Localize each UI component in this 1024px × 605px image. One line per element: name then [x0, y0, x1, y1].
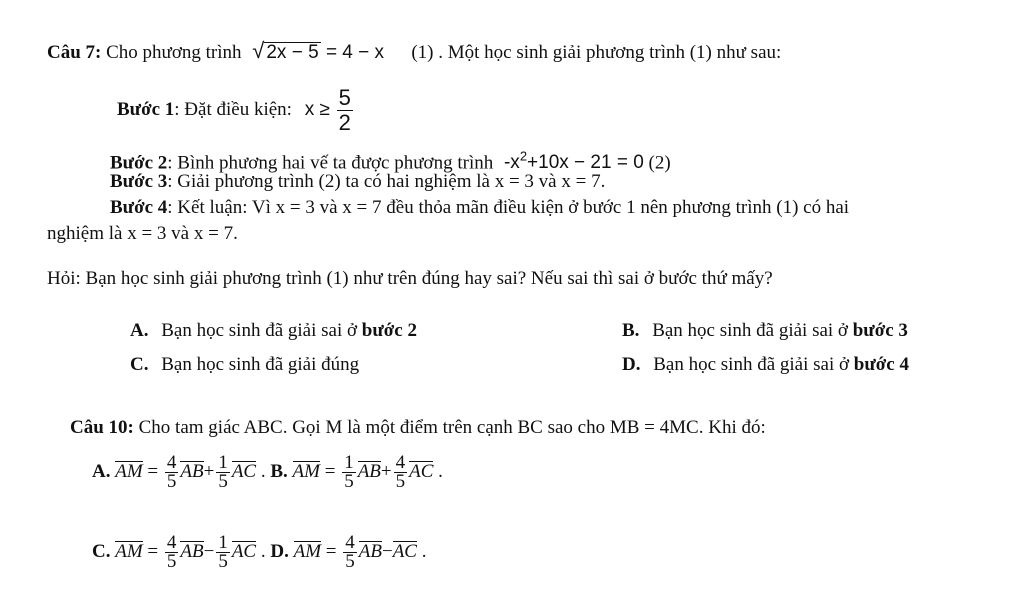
numerator: 4 — [166, 452, 177, 474]
plus-sign: + — [380, 461, 392, 482]
fraction-4-5 — [394, 454, 408, 491]
vector-ab: AB — [180, 541, 204, 562]
option-a-letter: A. — [130, 320, 149, 341]
q7-eq-ref: (1) . Một học sinh giải phương trình (1) như sau: — [411, 42, 782, 63]
vector-ac: AC — [392, 541, 417, 562]
step3-label: Bước 3 — [110, 171, 168, 192]
option-b-text: Bạn học sinh đã giải sai ở — [652, 320, 853, 341]
q7-label: Câu 7: — [47, 42, 102, 63]
vector-am: AM — [115, 461, 143, 482]
q7-option-d[interactable] — [622, 354, 909, 376]
fraction-4-5 — [343, 534, 357, 571]
q10-text: Cho tam giác ABC. Gọi M là một điểm trên cạnh BC sao cho MB = 4MC. Khi đó: — [138, 417, 766, 438]
denominator: 5 — [166, 551, 177, 573]
q7-line-1 — [47, 40, 781, 64]
plus-sign: + — [203, 461, 215, 482]
q10-option-c-letter[interactable]: C. — [92, 541, 111, 562]
vector-ac: AC — [409, 461, 434, 482]
q10-row-cd — [92, 532, 426, 572]
denominator: 5 — [218, 551, 228, 573]
option-b-letter: B. — [622, 320, 640, 341]
step1-text: : Đặt điều kiện: — [174, 98, 292, 120]
option-a-bold: bước 2 — [361, 320, 417, 341]
q7-step4 — [110, 197, 849, 219]
vector-am: AM — [293, 541, 322, 562]
q10-row-ab — [92, 452, 443, 492]
q10-label: Câu 10: — [70, 417, 134, 438]
vector-ab: AB — [358, 541, 382, 562]
step1-condition: x ≥ — [304, 98, 330, 120]
numerator: 1 — [218, 452, 228, 474]
denominator: 5 — [395, 471, 406, 493]
step4-label: Bước 4 — [110, 197, 168, 218]
step1-numerator: 5 — [338, 85, 351, 110]
step2-text: : Bình phương hai vế ta được phương trình — [167, 152, 494, 174]
equals-sign: = — [324, 461, 336, 482]
equals-sign: = — [147, 461, 159, 482]
step4-text: : Kết luận: Vì x = 3 và x = 7 đều thỏa mãn điều kiện ở bước 1 nên phương trình (1) có hai — [167, 197, 850, 218]
q7-step3 — [110, 171, 605, 193]
q10-option-b-letter[interactable]: B. — [270, 461, 288, 482]
option-a-text: Bạn học sinh đã giải sai ở — [161, 320, 362, 341]
period: . — [260, 541, 266, 562]
q10-option-b-expr — [292, 452, 439, 493]
denominator: 5 — [218, 471, 228, 493]
numerator: 4 — [166, 532, 177, 554]
period: . — [260, 461, 266, 482]
step2-exponent: 2 — [519, 149, 528, 164]
step2-ref: (2) — [648, 152, 671, 174]
step2-eq-b: +10x − 21 = 0 — [527, 152, 644, 174]
fraction-4-5 — [165, 454, 179, 491]
fraction-1-5 — [216, 454, 230, 491]
sqrt-symbol-icon: √ — [252, 38, 265, 63]
minus-sign: − — [381, 541, 393, 562]
numerator: 4 — [395, 452, 406, 474]
numerator: 4 — [345, 532, 355, 554]
q10-option-d-letter[interactable]: D. — [270, 541, 289, 562]
option-d-letter: D. — [622, 354, 641, 375]
q7-option-b[interactable] — [622, 320, 908, 342]
vector-ac: AC — [231, 461, 257, 482]
q7-question: Hỏi: Bạn học sinh giải phương trình (1) như trên đúng hay sai? Nếu sai thì sai ở bước thứ mấy? — [47, 268, 773, 289]
minus-sign: − — [203, 541, 215, 562]
q10-option-a-expr — [115, 452, 261, 493]
option-c-text: Bạn học sinh đã giải đúng — [161, 354, 360, 375]
fraction-1-5 — [342, 454, 356, 491]
denominator: 5 — [166, 471, 177, 493]
step1-label: Bước 1 — [117, 98, 175, 120]
vector-ac: AC — [231, 541, 257, 562]
step1-fraction — [337, 86, 353, 135]
q7-intro: Cho phương trình — [106, 42, 242, 63]
q10-line — [70, 417, 766, 439]
option-b-bold: bước 3 — [852, 320, 908, 341]
period: . — [438, 461, 443, 482]
q7-equation — [252, 38, 389, 63]
denominator: 5 — [344, 471, 354, 493]
option-c-letter: C. — [130, 354, 149, 375]
step2-label: Bước 2 — [110, 152, 168, 174]
step3-text: : Giải phương trình (2) ta có hai nghiệm là x = 3 và x = 7. — [167, 171, 606, 192]
numerator: 1 — [344, 452, 354, 474]
option-d-text: Bạn học sinh đã giải sai ở — [653, 354, 854, 375]
vector-ab: AB — [180, 461, 204, 482]
q7-step1 — [117, 86, 355, 135]
denominator: 5 — [345, 551, 355, 573]
vector-am: AM — [115, 541, 143, 562]
q7-step4-cont: nghiệm là x = 3 và x = 7. — [47, 223, 238, 244]
period: . — [421, 541, 427, 562]
numerator: 1 — [218, 532, 228, 554]
q10-option-a-letter[interactable]: A. — [92, 461, 111, 482]
equals-sign: = — [147, 541, 159, 562]
q10-option-c-expr — [115, 532, 261, 573]
q7-eq-rhs: = 4 − x — [325, 42, 385, 63]
vector-ab: AB — [357, 461, 381, 482]
step2-eq-a: -x — [503, 152, 520, 174]
q7-option-a[interactable] — [130, 320, 417, 342]
option-d-bold: bước 4 — [853, 354, 909, 375]
q7-sqrt-content: 2x − 5 — [266, 42, 319, 63]
fraction-4-5 — [165, 534, 179, 571]
equals-sign: = — [325, 541, 337, 562]
step1-denominator: 2 — [338, 110, 351, 135]
fraction-1-5 — [216, 534, 230, 571]
q7-option-c[interactable] — [130, 354, 359, 376]
vector-am: AM — [292, 461, 320, 482]
q10-option-d-expr — [293, 532, 422, 573]
